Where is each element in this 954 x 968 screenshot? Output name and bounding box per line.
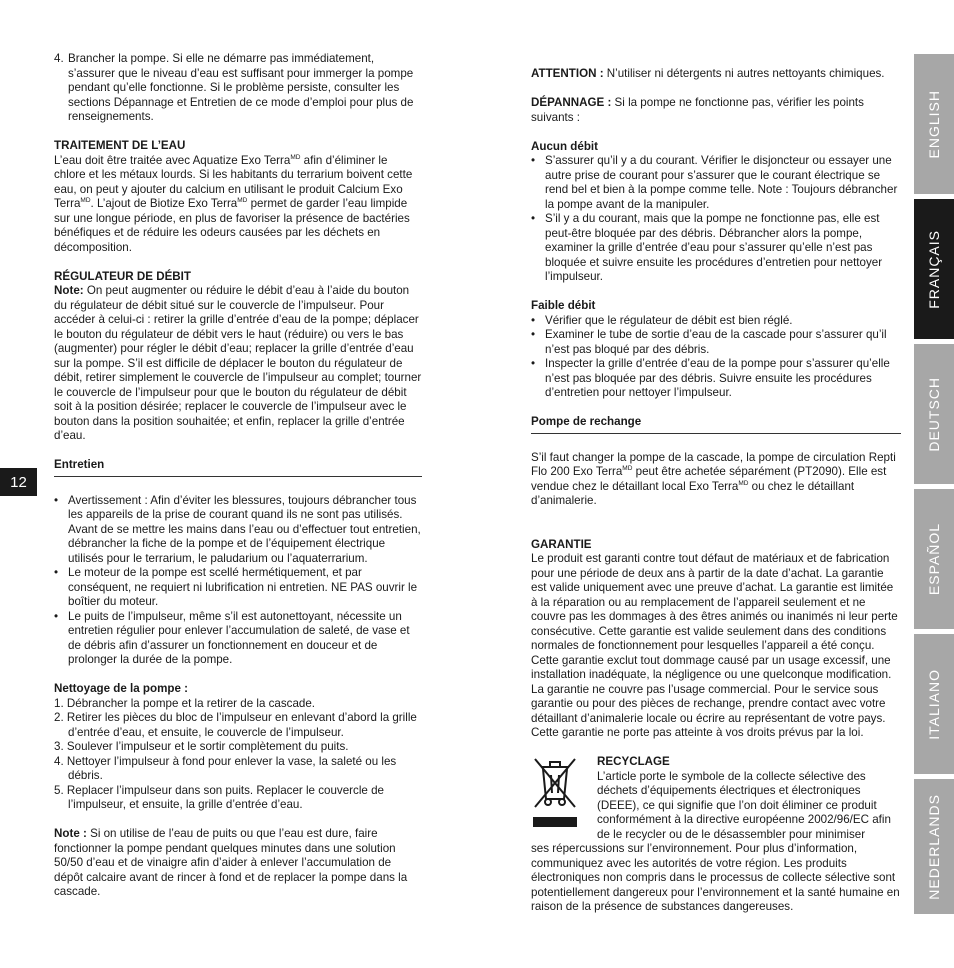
tab-label: FRANÇAIS — [926, 229, 942, 309]
tab-label: ITALIANO — [926, 668, 942, 740]
water-treatment-text: L’eau doit être traitée avec Aquatize Exo Terra$^{MD}$ afin d’éliminer le chlore et les métaux lourds. Si les habitants du terrarium boivent cette eau, on peut y ajouter du calcium en utilisant le produit Calcium Exo Terra$^{MD}$. L’ajout de Biotize Exo Terra$^{MD}$ permet de garder l’eau limpide sur une longue période, en plus de favoriser la présence de bactéries bénéfiques et de réduire les odeurs causées par les déchets en décomposition. — [54, 153, 413, 254]
recycling-text-continued: ses répercussions sur l’environnement. Pour plus d’information, communiquez avec les autorités de votre région. Les produits électroniques non compris dans le processus de collecte sélective sont potentiellement dangereux pour l’environnement et la santé humaine en raison de la présence de substances dangereuses. — [531, 842, 900, 913]
tab-deutsch[interactable] — [914, 344, 954, 484]
tab-nederlands[interactable] — [914, 779, 954, 914]
tab-francais[interactable] — [914, 199, 954, 339]
attention-note: ATTENTION : N’utiliser ni détergents ni autres nettoyants chimiques. — [531, 67, 885, 80]
page-number: 12 — [0, 468, 37, 496]
tab-label: ENGLISH — [926, 89, 942, 159]
maintenance-heading: Entretien — [54, 458, 422, 477]
step-item — [54, 52, 422, 125]
list-item: • S’il y a du courant, mais que la pompe ne fonctionne pas, elle est peut-être bloquée par des débris. Débrancher alors la pompe, examiner la grille d’entrée d’eau pour s’assurer qu’elle n’est pas bloquée et suivre ensuite les procédures d’entretien pour nettoyer l’impulseur. — [531, 212, 883, 283]
replacement-pump-heading: Pompe de rechange — [531, 415, 901, 434]
list-item: • S’assurer qu’il y a du courant. Vérifier le disjoncteur ou essayer une autre prise de courant pour s’assurer que le courant électrique se rend bel et bien à la pompe comme telle. Note : Toujours débrancher la pompe avant de la manipuler. — [531, 154, 898, 211]
tab-italiano[interactable] — [914, 634, 954, 774]
weee-crossed-bin-icon — [531, 755, 591, 842]
flow-regulator-heading: RÉGULATEUR DE DÉBIT — [54, 269, 191, 283]
no-flow-heading: Aucun débit — [531, 139, 598, 153]
list-item: • Avertissement : Afin d’éviter les blessures, toujours débrancher tous les appareils de la prise de courant quand ils ne sont pas utilisés. Avant de se mettre les mains dans l’eau ou d’effectuer tout entretien, débrancher la fiche de la pompe et de l’équipement électrique utilisés pour le terrarium, le paludarium ou l’aquaterrarium. — [54, 493, 421, 565]
replacement-pump-text: S’il faut changer la pompe de la cascade, la pompe de circulation Repti Flo 200 Exo Terra$^{MD}$ peut être achetée séparément (PT2090). Elle est vendue chez le détaillant local Exo Terra$^{MD}$ ou chez le détaillant d’animalerie. — [531, 450, 896, 507]
flow-regulator-text: Note: On peut augmenter ou réduire le débit d’eau à l’aide du bouton du régulateur de débit situé sur le couvercle de l’impulseur. Pour accéder à celui-ci : retirer la grille d’entrée d’eau de la pompe; déplacer le bouton du régulateur de débit vers le haut (réduire) ou vers le bas (augmenter) pour régler le débit d’eau; replacer la grille d’entrée d’eau sur la pompe. S’il est difficile de déplacer le bouton du régulateur de débit, retirer simplement le couvercle de l’impulseur au complet; tourner le couvercle de l’impulseur pour que le bouton du régulateur de débit soit à la position désirée; replacer le couvercle de l’impulseur avec le bouton dans la position souhaitée; et enfin, replacer la grille d’entrée d’eau. — [54, 284, 422, 442]
language-tabs — [914, 54, 954, 914]
list-item: • Examiner le tube de sortie d’eau de la cascade pour s’assurer qu’il n’est pas bloqué par des débris. — [531, 328, 887, 356]
list-item: 1. Débrancher la pompe et la retirer de la cascade. — [54, 696, 316, 710]
recycling-heading: RECYCLAGE — [597, 755, 670, 768]
tab-label: DEUTSCH — [926, 376, 942, 452]
tab-label: NEDERLANDS — [926, 793, 942, 900]
warranty-heading: GARANTIE — [531, 537, 592, 551]
right-column — [531, 67, 901, 915]
list-item: • Vérifier que le régulateur de débit est bien réglé. — [531, 313, 793, 327]
tab-espanol[interactable] — [914, 489, 954, 629]
cleaning-heading: Nettoyage de la pompe : — [54, 682, 188, 695]
tab-label: ESPAÑOL — [926, 522, 942, 596]
low-flow-heading: Faible débit — [531, 299, 596, 312]
step-number: 4. — [54, 52, 64, 65]
list-item: 2. Retirer les pièces du bloc de l’impulseur en enlevant d’abord la grille d’entrée d’eau, et ensuite, le couvercle de l’impulseur. — [54, 711, 417, 739]
cleaning-note: Note : Si on utilise de l’eau de puits ou que l’eau est dure, faire fonctionner la pompe pendant quelques minutes dans une solution 50/50 d’eau et de vinaigre afin d’aider à enlever l’accumulation de dépôt calcaire avant de rincer à fond et de replacer la pompe dans la cascade. — [54, 827, 408, 898]
water-treatment-heading: TRAITEMENT DE L’EAU — [54, 139, 186, 152]
step-text: Brancher la pompe. Si elle ne démarre pas immédiatement, s’assurer que le niveau d’eau est suffisant pour immerger la pompe pendant qu’elle fonctionne. Si le problème persiste, consulter les sections Dépannage et Entretien de ce mode d’emploi pour plus de renseignements. — [68, 52, 414, 123]
tab-english[interactable] — [914, 54, 954, 194]
list-item: 3. Soulever l’impulseur et le sortir complètement du puits. — [54, 740, 349, 753]
list-item: 4. Nettoyer l’impulseur à fond pour enlever la vase, la saleté ou les débris. — [54, 754, 397, 782]
list-item: • Le moteur de la pompe est scellé hermétiquement, et par conséquent, ne requiert ni lubrification ni entretien. NE PAS ouvrir le boîtier du moteur. — [54, 566, 418, 608]
left-column — [54, 52, 422, 900]
warranty-text: Le produit est garanti contre tout défaut de matériaux et de fabrication pour une période de deux ans à partir de la date d’achat. La garantie est valide uniquement avec une preuve d’achat. La garantie est limitée à la réparation ou au remplacement de l’appareil seulement et ne couvre pas les dommages à des êtres animés ou inanimés ni leur perte consécutive. Cette garantie est valide seulement dans des conditions normales de fonctionnement pour lesquelles l’appareil a été conçu. Cette garantie exclut tout dommage causé par un usage excessif, une installation inadéquate, la négligence ou une quelconque modification. La garantie ne couvre pas l’usage commercial. Pour le service sous garantie ou pour des pièces de rechange, prendre contact avec votre détaillant d’animalerie locale ou écrire au représentant de votre pays. Cette garantie ne porte pas atteinte à vos droits prévus par la loi. — [531, 552, 898, 739]
list-item: 5. Replacer l’impulseur dans son puits. Replacer le couvercle de l’impulseur, et ensuite, la grille d’entrée d’eau. — [54, 783, 384, 811]
list-item: • Le puits de l’impulseur, même s’il est autonettoyant, nécessite un entretien régulier pour enlever l’accumulation de saleté, de vase et de débris afin d’assurer un fonctionnement en douceur et de prolonger la durée de la pompe. — [54, 609, 410, 666]
recycling-text: L’article porte le symbole de la collecte sélective des déchets d’équipements électriques et électroniques (DEEE), ce qui signifie que l’on doit éliminer ce produit conformément à la directive européenne 2002/96/EC afin de le recycler ou de le désassembler pour minimiser — [597, 769, 891, 841]
list-item: • Inspecter la grille d’entrée d’eau de la pompe pour s’assurer qu’elle n’est pas bloquée par des débris. Suivre ensuite les procédures d’entretien pour nettoyer l’impulseur. — [531, 357, 890, 399]
troubleshooting-intro: DÉPANNAGE : Si la pompe ne fonctionne pas, vérifier les points suivants : — [531, 96, 864, 124]
recycling-section — [531, 755, 901, 842]
